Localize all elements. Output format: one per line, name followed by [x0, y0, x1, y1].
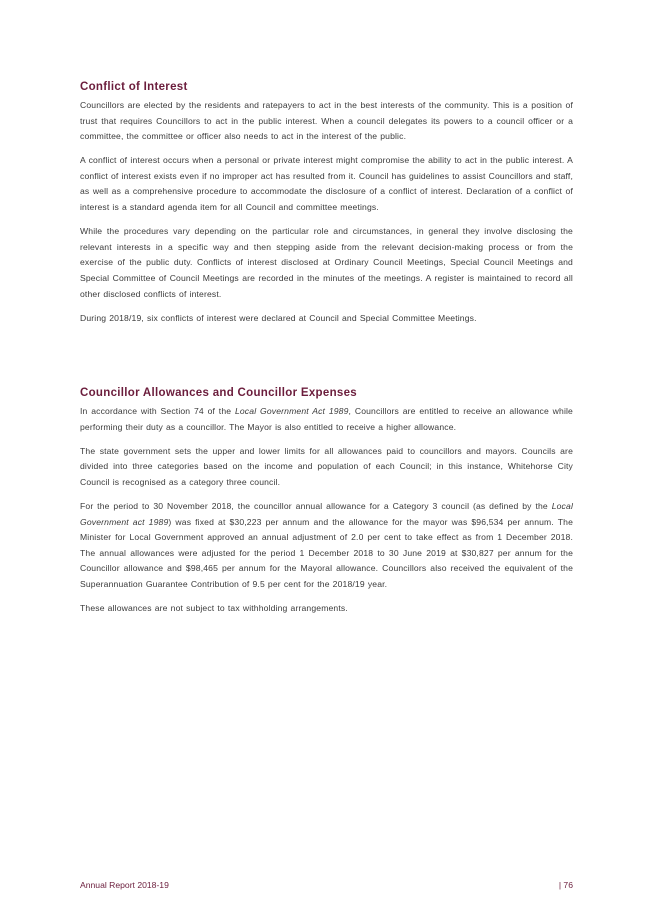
paragraph: Councillors are elected by the residents and ratepayers to act in the best interests of the community. This is a position of trust that requires Councillors to act in the public interest. When a council delegates its powers to a council officer or a committee, the committee or officer also needs to act in the interest of the public. — [80, 100, 573, 142]
act-title: Local Government Act 1989 — [234, 406, 349, 416]
footer-report-title: Annual Report 2018-19 — [80, 880, 169, 890]
text-run: ) was fixed at $30,223 per annum and the allowance for the mayor was $96,534 per annum. The Minister for Local Government approved an annual adjustment of 2.0 per cent to take effect as from 1 December 2018. The annual allowances were adjusted for the period 1 December 2018 to 30 June 2019 at $30,827 per annum for the Councillor allowance and $98,465 per annum for the Mayoral allowance. Councillors also received the equivalent of the Superannuation Guarantee Contribution of 9.5 per cent for the 2018/19 year. — [80, 516, 573, 589]
text-run: , Councillors are entitled to receive an allowance while performing their duty as a councillor. The Mayor is also entitled to receive a higher allowance. — [80, 406, 573, 432]
text-run: In accordance with Section 74 of the — [80, 406, 235, 416]
paragraph — [80, 404, 573, 435]
paragraph: While the procedures vary depending on the particular role and circumstances, in general they involve disclosing the relevant interests in a specific way and then stepping aside from the relevant decision-making process or from the exercise of the public duty. Conflicts of interest disclosed at Ordinary Council Meetings, Special Council Meetings and Special Committee of Council Meetings are recorded in the minutes of the meetings. A register is maintained to record all other disclosed conflicts of interest. — [80, 226, 573, 299]
act-title: Local Government act 1989 — [80, 500, 573, 527]
footer-page-number: | 76 — [558, 880, 573, 890]
paragraph: A conflict of interest occurs when a personal or private interest might compromise the ability to act in the public interest. A conflict of interest exists even if no improper act has resulted from it. Council has guidelines to assist Councillors and staff, as well as a comprehensive procedure to accommodate the disclosure of a conflict of interest. Declaration of a conflict of interest is a standard agenda item for all Council and committee meetings. — [80, 155, 573, 213]
section-heading-councillor-allowances: Councillor Allowances and Councillor Expenses — [80, 387, 357, 399]
paragraph: During 2018/19, six conflicts of interest were declared at Council and Special Committee Meetings. — [80, 312, 477, 323]
section-body-conflict-of-interest — [80, 98, 573, 335]
paragraph — [80, 499, 573, 593]
section-heading-conflict-of-interest: Conflict of Interest — [80, 81, 188, 93]
section-body-councillor-allowances — [80, 404, 573, 625]
paragraph: The state government sets the upper and lower limits for all allowances paid to councillors and mayors. Councils are divided into three categories based on the income and population of each Council; in this instance, Whitehorse City Council is recognised as a category three council. — [80, 445, 573, 487]
paragraph: These allowances are not subject to tax withholding arrangements. — [80, 603, 348, 614]
text-run: For the period to 30 November 2018, the councillor annual allowance for a Category 3 council (as defined by the — [80, 500, 552, 511]
